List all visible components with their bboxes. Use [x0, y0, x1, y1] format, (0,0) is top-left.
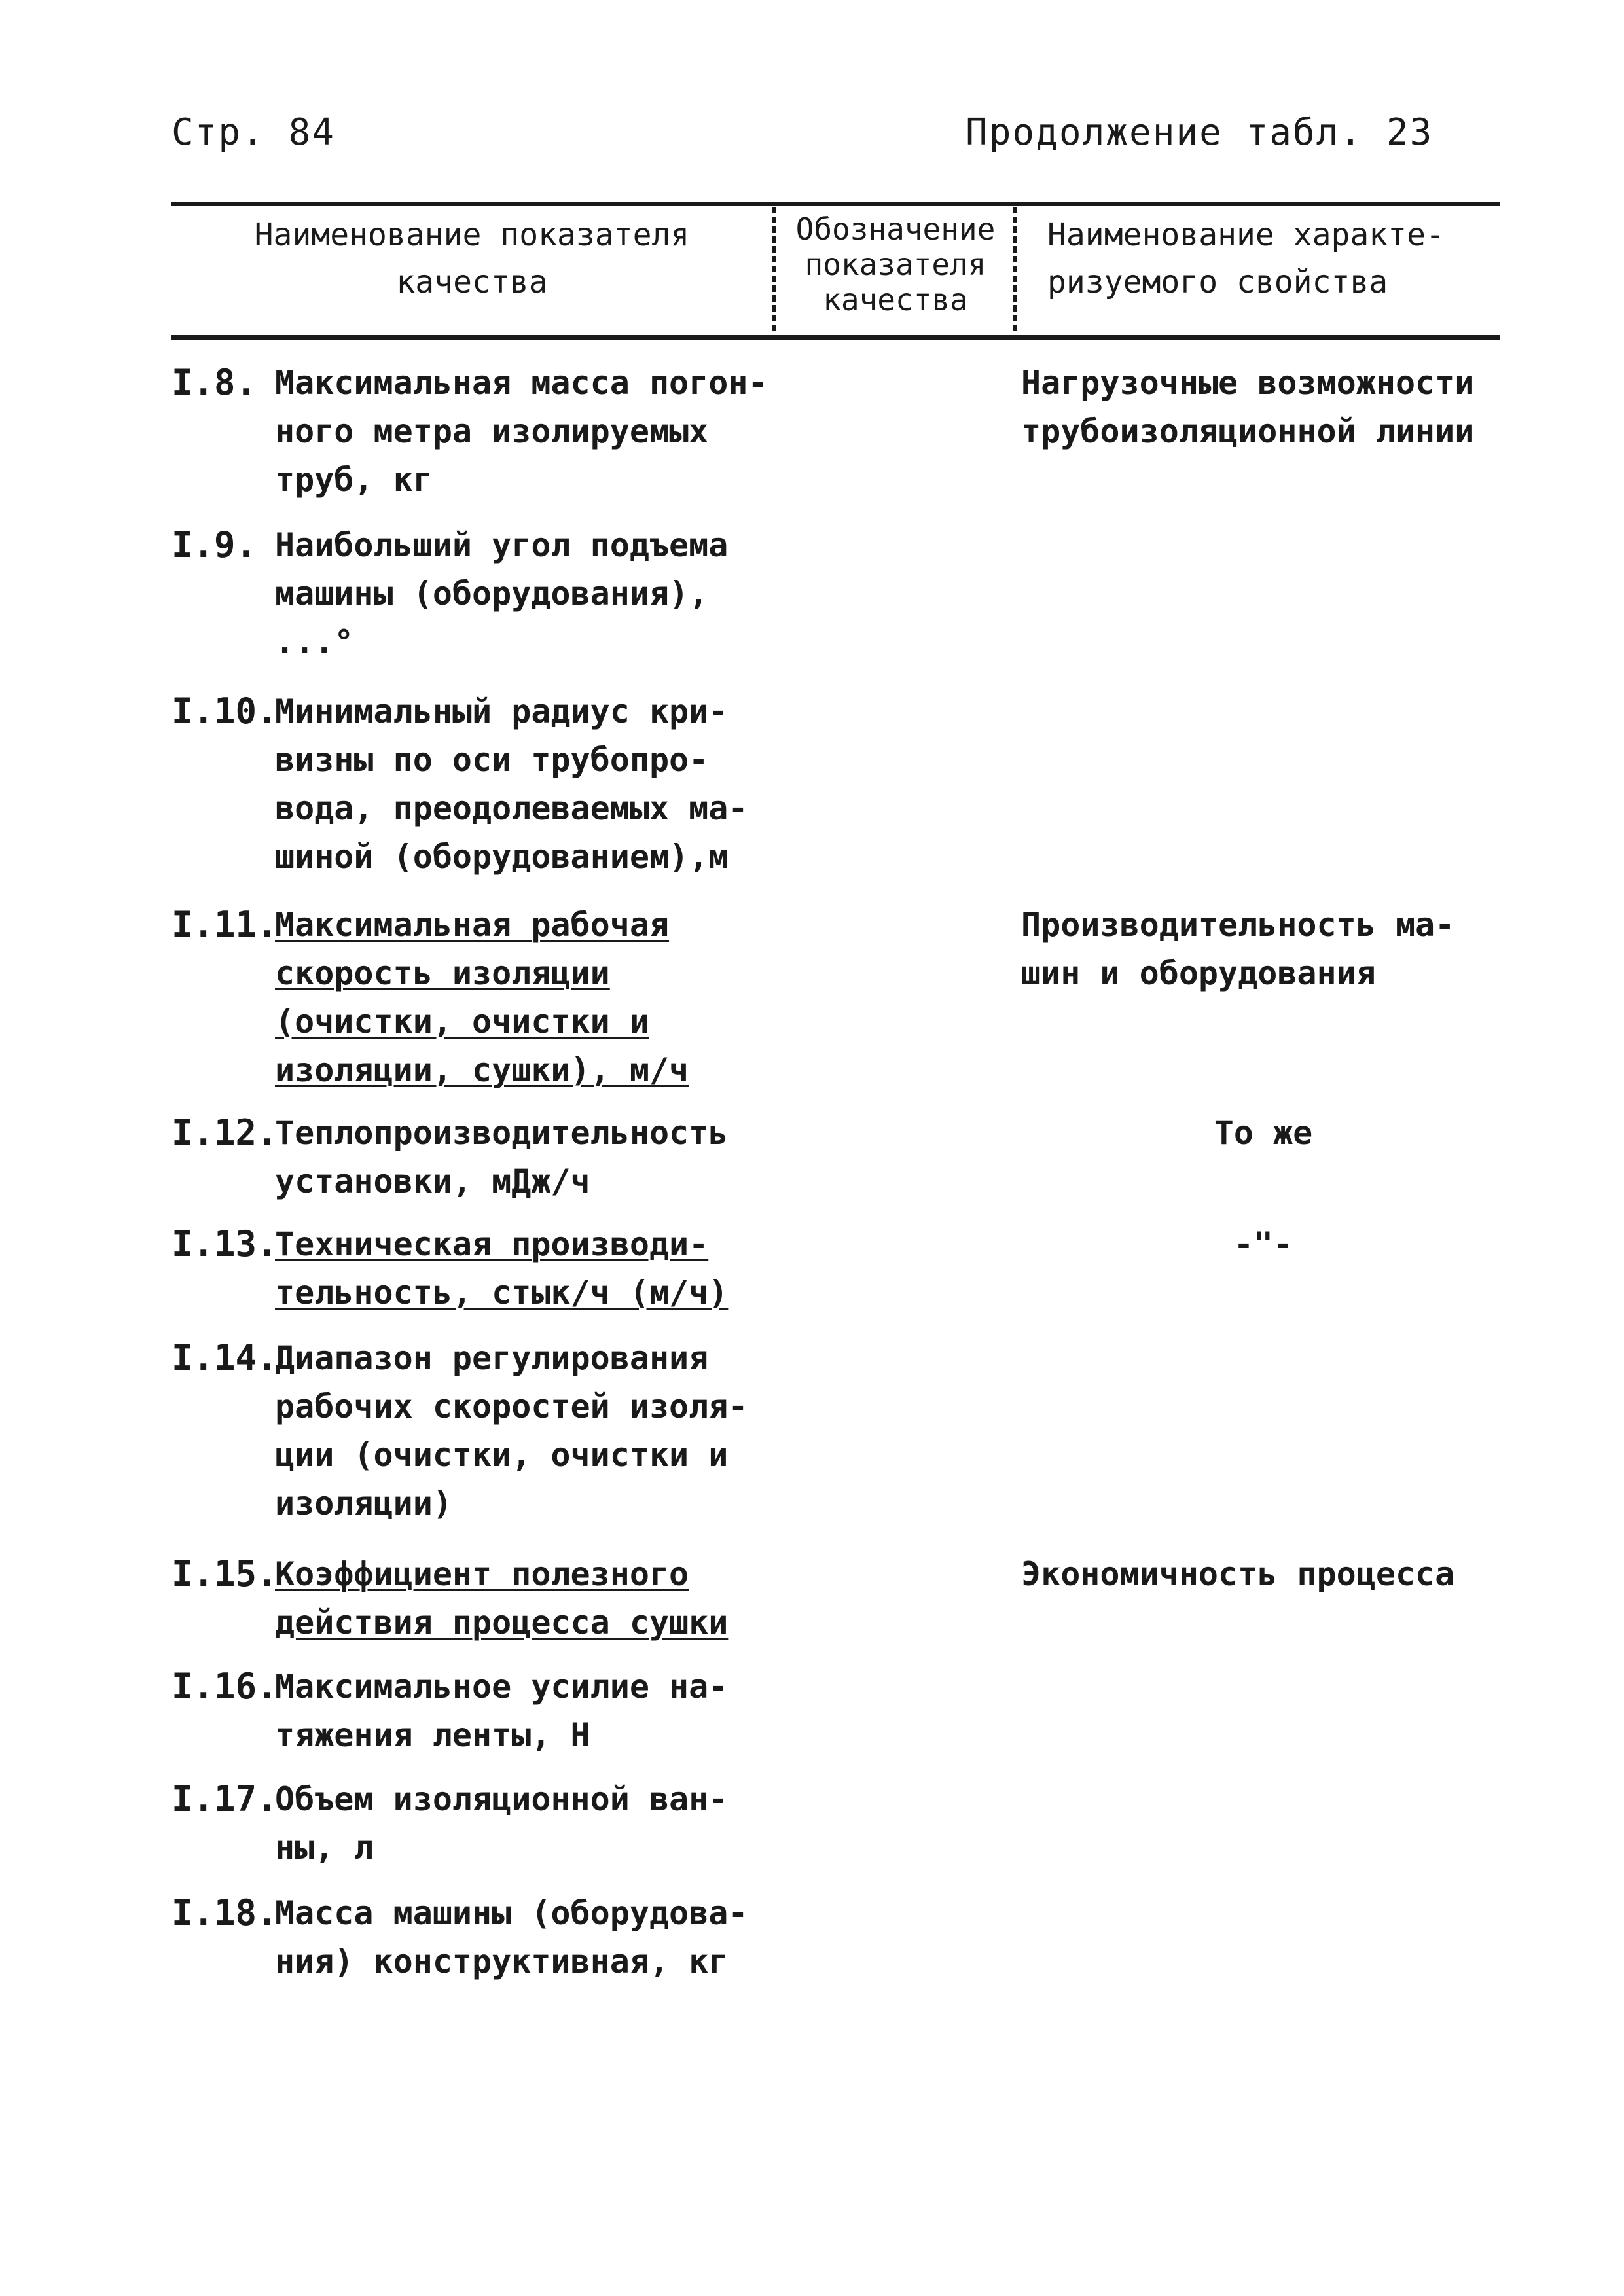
- column-separator: [772, 207, 776, 331]
- row-property: Экономичность процесса: [1021, 1555, 1455, 1593]
- row-number: I.16.: [171, 1666, 278, 1707]
- table-header-rule: [171, 335, 1500, 340]
- row-number: I.12.: [171, 1112, 278, 1153]
- row-indicator-name: Техническая производи- тельность, стык/ч (м/ч): [275, 1225, 729, 1312]
- row-indicator-name: Диапазон регулирования рабочих скоростей изоля- ции (очистки, очистки и изоляции): [275, 1339, 748, 1522]
- row-indicator-name: Объем изоляционной ван- ны, л: [275, 1780, 729, 1867]
- table-continuation-label: Продолжение табл. 23: [965, 111, 1434, 154]
- row-number: I.13.: [171, 1223, 278, 1265]
- row-indicator-name: Теплопроизводительность установки, мДж/ч: [275, 1114, 729, 1200]
- row-number: I.17.: [171, 1778, 278, 1820]
- column-header-quality-indicator: Наименование показателя качества: [254, 217, 690, 300]
- row-property: -"-: [1233, 1225, 1293, 1263]
- column-header-designation: Обозначение показателя качества: [795, 211, 996, 317]
- row-property: То же: [1214, 1114, 1313, 1152]
- row-number: I.14.: [171, 1337, 278, 1378]
- row-number: I.11.: [171, 904, 278, 945]
- column-header-property: Наименование характе- ризуемого свойства: [1047, 217, 1445, 300]
- row-number: I.10.: [171, 691, 278, 732]
- row-number: I.8.: [171, 362, 257, 403]
- row-number: I.9.: [171, 524, 257, 565]
- row-property: Производительность ма- шин и оборудования: [1021, 906, 1455, 992]
- row-indicator-name: Максимальная масса погон- ного метра изолируемых труб, кг: [275, 364, 768, 499]
- row-indicator-name: Масса машины (оборудова- ния) конструктивная, кг: [275, 1894, 748, 1981]
- row-indicator-name: Коэффициент полезного действия процесса сушки: [275, 1555, 729, 1641]
- page-number: Стр. 84: [171, 111, 336, 154]
- row-number: I.18.: [171, 1892, 278, 1933]
- row-indicator-name: Максимальная рабочая скорость изоляции (очистки, очистки и изоляции, сушки), м/ч: [275, 906, 689, 1089]
- row-indicator-name: Максимальное усилие на- тяжения ленты, Н: [275, 1668, 729, 1754]
- row-number: I.15.: [171, 1553, 278, 1594]
- row-indicator-name: Минимальный радиус кри- визны по оси трубопро- вода, преодолеваемых ма- шиной (оборудованием),м: [275, 692, 748, 876]
- column-separator: [1013, 207, 1017, 331]
- row-indicator-name: Наибольший угол подъема машины (оборудования), ...°: [275, 526, 729, 661]
- row-property: Нагрузочные возможности трубоизоляционной линии: [1021, 364, 1475, 450]
- table-top-rule: [171, 202, 1500, 206]
